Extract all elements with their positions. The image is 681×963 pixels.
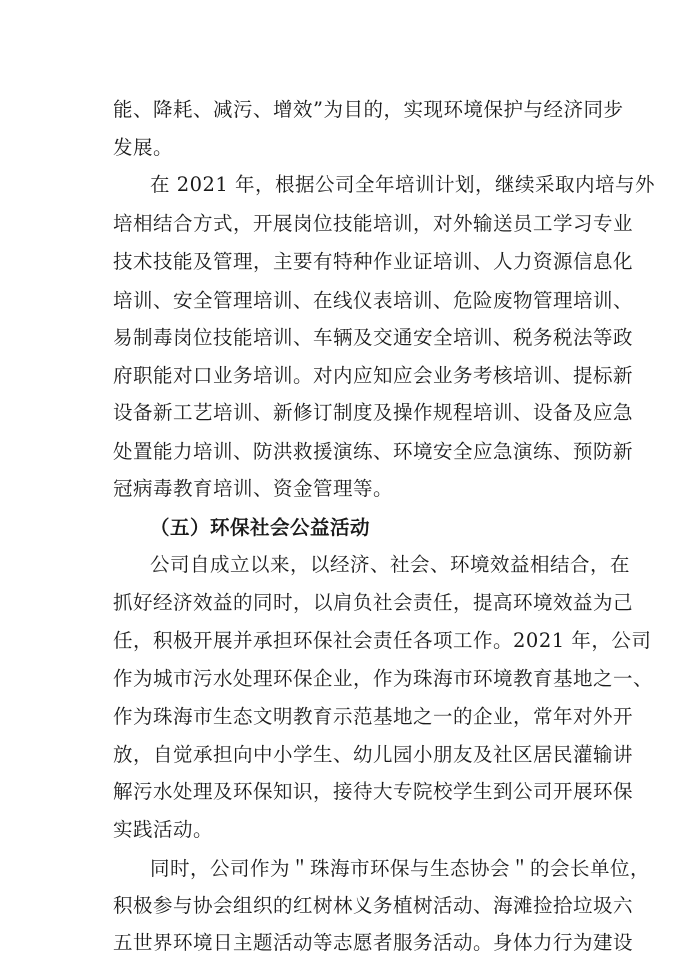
paragraph-line: 放，自觉承担向中小学生、幼儿园小朋友及社区居民灌输讲 — [113, 743, 634, 766]
paragraph-line: 同时，公司作为＂珠海市环保与生态协会＂的会长单位， — [150, 857, 651, 880]
paragraph-line: 冠病毒教育培训、资金管理等。 — [113, 477, 394, 500]
paragraph-line: 培训、安全管理培训、在线仪表培训、危险废物管理培训、 — [113, 289, 634, 312]
paragraph-line: 作为珠海市生态文明教育示范基地之一的企业，常年对外开 — [113, 705, 634, 728]
section-heading: （五）环保社会公益活动 — [150, 516, 371, 539]
paragraph-line: 任，积极开展并承担环保社会责任各项工作。2021 年，公司 — [113, 629, 652, 652]
paragraph-line: 发展。 — [113, 136, 174, 159]
paragraph-line: 技术技能及管理，主要有特种作业证培训、人力资源信息化 — [113, 250, 634, 273]
paragraph-line: 处置能力培训、防洪救援演练、环境安全应急演练、预防新 — [113, 440, 634, 463]
paragraph-line: 易制毒岗位技能培训、车辆及交通安全培训、税务税法等政 — [113, 326, 634, 349]
paragraph-line: 解污水处理及环保知识，接待大专院校学生到公司开展环保 — [113, 780, 634, 803]
paragraph-line: 作为城市污水处理环保企业，作为珠海市环境教育基地之一、 — [113, 667, 654, 690]
paragraph-line: 抓好经济效益的同时，以肩负社会责任，提高环境效益为己 — [113, 591, 634, 614]
paragraph-line: 在 2021 年，根据公司全年培训计划，继续采取内培与外 — [150, 173, 656, 196]
paragraph-line: 设备新工艺培训、新修订制度及操作规程培训、设备及应急 — [113, 401, 634, 424]
paragraph-line: 积极参与协会组织的红树林义务植树活动、海滩捡拾垃圾六 — [113, 894, 634, 917]
paragraph-line: 能、降耗、减污、增效”为目的，实现环境保护与经济同步 — [113, 98, 624, 121]
paragraph-line: 实践活动。 — [113, 818, 214, 841]
paragraph-line: 公司自成立以来，以经济、社会、环境效益相结合，在 — [150, 553, 631, 576]
paragraph-line: 府职能对口业务培训。对内应知应会业务考核培训、提标新 — [113, 364, 634, 387]
paragraph-line: 培相结合方式，开展岗位技能培训，对外输送员工学习专业 — [113, 212, 634, 235]
paragraph-line: 五世界环境日主题活动等志愿者服务活动。身体力行为建设 — [113, 931, 634, 954]
